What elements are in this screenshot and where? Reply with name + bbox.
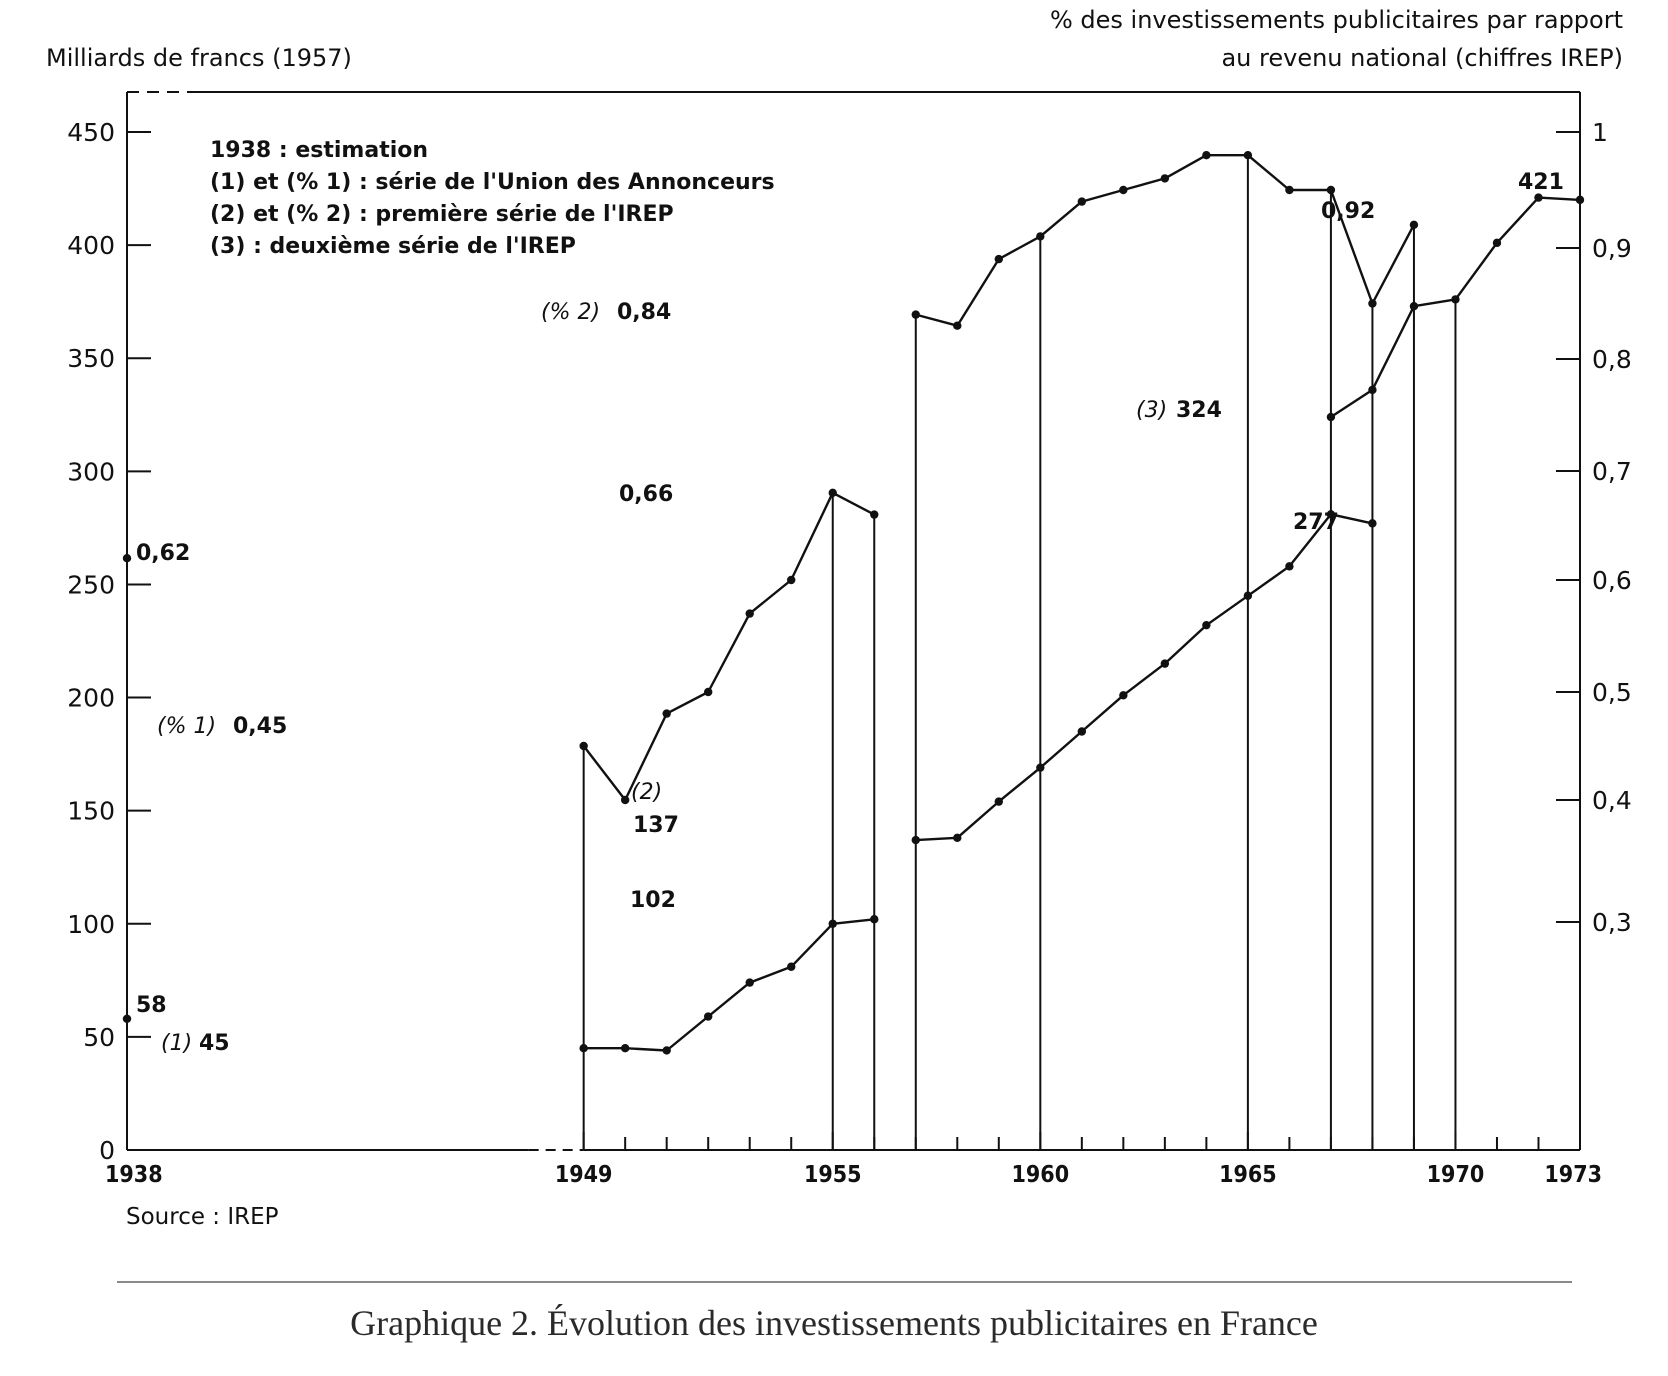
series-lines: [584, 155, 1580, 1050]
data-point-s1: [829, 920, 837, 928]
data-point-s2: [1078, 727, 1086, 735]
data-point-pct1: [746, 609, 754, 617]
y-right-tick-label: 0,7: [1592, 457, 1632, 486]
data-point-s1: [870, 915, 878, 923]
data-point-s1: [662, 1046, 670, 1054]
legend-entry: (3) : deuxième série de l'IREP: [210, 234, 576, 259]
data-point-pct2: [912, 310, 920, 318]
data-point-1938-right: [123, 554, 131, 562]
right-axis-title-line1: % des investissements publicitaires par rapport: [1049, 6, 1623, 34]
data-point-s3: [1410, 302, 1418, 310]
series-line-s1: [584, 919, 875, 1050]
annotation-s3-peak: 421: [1518, 170, 1564, 195]
y-right-tick-label: 0,8: [1592, 345, 1632, 374]
y-left-tick-label: 400: [67, 231, 115, 261]
annotation-s3-start: 324: [1176, 398, 1222, 423]
y-left-tick-label: 0: [99, 1136, 115, 1165]
data-point-s2: [1368, 519, 1376, 527]
data-point-s2: [953, 834, 961, 842]
data-point-s1: [579, 1044, 587, 1052]
data-point-s2: [1285, 562, 1293, 570]
data-point-s1: [787, 963, 795, 971]
y-right-tick-label: 0,9: [1592, 234, 1632, 263]
data-point-pct2: [1285, 186, 1293, 194]
data-point-pct2: [995, 255, 1003, 263]
data-point-pct2: [953, 322, 961, 330]
y-right-tick-label: 0,4: [1592, 786, 1632, 815]
legend-entry: 1938 : estimation: [210, 138, 429, 163]
annotation-pct2-label: (% 2): [541, 300, 601, 325]
y-left-tick-label: 150: [67, 796, 115, 826]
data-point-pct2: [1078, 197, 1086, 205]
x-tick-label: 1949: [554, 1162, 613, 1188]
y-right-tick-label: 0,3: [1592, 908, 1632, 937]
x-tick-label: 1970: [1426, 1162, 1485, 1188]
data-point-s3: [1368, 386, 1376, 394]
data-point-pct2: [1202, 151, 1210, 159]
source-note: Source : IREP: [126, 1204, 279, 1230]
right-axis-title-line2: au revenu national (chiffres IREP): [1221, 44, 1623, 72]
x-tick-label: 1955: [803, 1162, 862, 1188]
legend-entry: (1) et (% 1) : série de l'Union des Annonceurs: [210, 170, 775, 195]
data-point-s2: [995, 797, 1003, 805]
data-point-s3: [1327, 413, 1335, 421]
y-left-tick-label: 100: [67, 909, 115, 939]
data-point-pct2: [1410, 221, 1418, 229]
legend: [210, 138, 775, 259]
data-point-pct1: [621, 796, 629, 804]
x-tick-label: 1973: [1544, 1162, 1602, 1188]
data-point-pct1: [870, 510, 878, 518]
caption-rule: [117, 1281, 1572, 1283]
data-point-pct2: [1368, 299, 1376, 307]
y-left-tick-label: 250: [67, 570, 115, 600]
annotation-s2-end: 277: [1293, 510, 1339, 535]
series-line-pct1: [584, 493, 875, 800]
y-left-tick-label: 200: [67, 683, 115, 713]
annotation-s1-label: (1): [161, 1031, 193, 1056]
series-line-s2: [916, 514, 1373, 840]
annotation-s2-label: (2): [631, 780, 663, 805]
data-point-s1: [621, 1044, 629, 1052]
annotation-pct1-label: (% 1): [157, 714, 217, 739]
data-point-pct2: [1036, 232, 1044, 240]
data-point-pct2: [1119, 186, 1127, 194]
x-tick-label: 1960: [1011, 1162, 1070, 1188]
y-right-tick-label: 0,6: [1592, 566, 1632, 595]
annotation-s2-start: 137: [633, 813, 679, 838]
data-point-s2: [912, 836, 920, 844]
figure-caption: Graphique 2. Évolution des investissements publicitaires en France: [350, 1303, 1318, 1343]
annotation-1938-left: 58: [136, 993, 167, 1018]
axes: [67, 118, 1631, 1188]
data-point-s3: [1451, 295, 1459, 303]
y-left-tick-label: 350: [67, 344, 115, 374]
y-right-tick-label: 0,5: [1592, 678, 1632, 707]
annotation-pct2-start: 0,84: [617, 300, 672, 325]
left-axis-title: Milliards de francs (1957): [46, 44, 352, 72]
annotation-pct2-end: 0,92: [1321, 199, 1376, 224]
data-point-pct2: [1327, 186, 1335, 194]
annotation-s3-label: (3): [1136, 398, 1168, 423]
data-point-s2: [1119, 691, 1127, 699]
vertical-drop-lines: [584, 155, 1456, 1150]
annotation-pct1-end: 0,66: [619, 482, 674, 507]
data-point-pct1: [704, 688, 712, 696]
data-point-s2: [1202, 621, 1210, 629]
data-point-pct1: [579, 742, 587, 750]
data-point-1938-left: [123, 1015, 131, 1023]
data-point-pct1: [787, 576, 795, 584]
data-point-pct1: [829, 489, 837, 497]
y-left-tick-label: 50: [83, 1022, 115, 1052]
x-tick-label: 1965: [1219, 1162, 1277, 1188]
annotation-1938-right: 0,62: [136, 541, 191, 566]
x-tick-label: 1938: [105, 1162, 163, 1188]
data-point-s1: [704, 1012, 712, 1020]
data-point-pct2: [1244, 151, 1252, 159]
y-left-tick-label: 300: [67, 457, 115, 487]
annotation-s1-end: 102: [630, 888, 676, 913]
y-right-tick-label: 1: [1592, 118, 1608, 147]
annotation-s1-start: 45: [199, 1031, 230, 1056]
data-point-s3: [1576, 196, 1584, 204]
legend-entry: (2) et (% 2) : première série de l'IREP: [210, 202, 674, 227]
annotation-pct1-start: 0,45: [233, 714, 288, 739]
data-point-pct1: [662, 709, 670, 717]
y-left-tick-label: 450: [67, 118, 115, 147]
data-point-s2: [1161, 659, 1169, 667]
data-point-s2: [1244, 592, 1252, 600]
data-point-s2: [1036, 763, 1044, 771]
data-point-s3: [1493, 239, 1501, 247]
data-point-s1: [746, 978, 754, 986]
data-point-pct2: [1161, 174, 1169, 182]
